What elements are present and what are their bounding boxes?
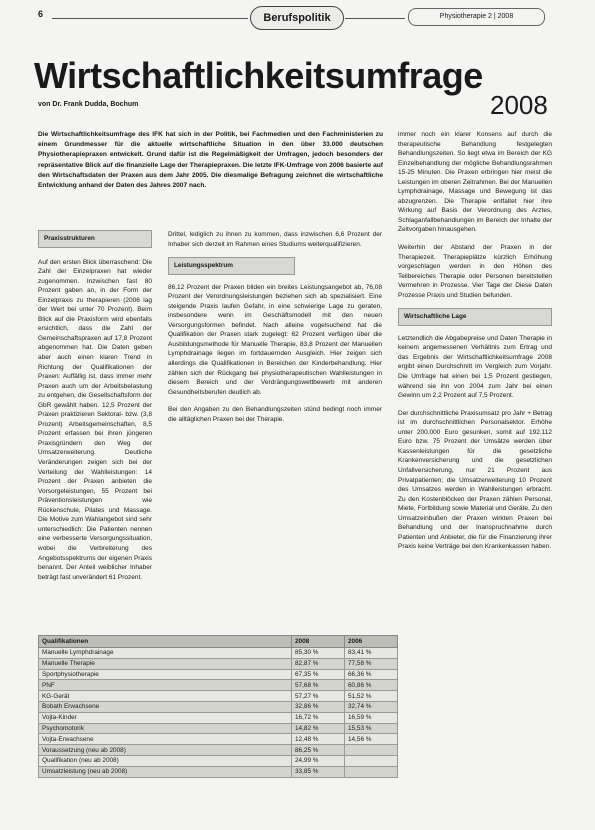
table-row	[39, 745, 398, 756]
table-row	[39, 648, 398, 659]
table-row	[39, 691, 398, 702]
table-header-cell: Qualifikationen	[39, 636, 292, 648]
table-cell: Psychomotorik	[39, 723, 292, 734]
table-cell: Voraussetzung (neu ab 2008)	[39, 745, 292, 756]
paragraph: Bei den Angaben zu den Behandlungszeiten stünd bedingt noch immer die alltäglichen Praxen bei der Therapie.	[168, 406, 382, 423]
table-cell: 14,56 %	[345, 734, 398, 745]
table-cell: 67,35 %	[292, 669, 345, 680]
article-title: Wirtschaftlichkeitsumfrage	[34, 55, 483, 96]
table-cell: KG-Gerät	[39, 691, 292, 702]
header-rule-left	[52, 18, 248, 19]
table-cell: 32,86 %	[292, 701, 345, 712]
table-row	[39, 734, 398, 745]
table-cell: 57,68 %	[292, 680, 345, 691]
table-cell: 83,41 %	[345, 648, 398, 659]
table-cell: Qualifikation (neu ab 2008)	[39, 755, 292, 766]
table-cell: Vojta-Erwachsene	[39, 734, 292, 745]
column-3	[398, 130, 552, 560]
section-rubric: Berufspolitik	[250, 6, 344, 30]
table-header-row	[39, 636, 398, 648]
header-rule-right	[345, 18, 405, 19]
section-heading-praxisstrukturen: Praxisstrukturen	[38, 230, 152, 248]
table-cell: 32,74 %	[345, 701, 398, 712]
table-cell: 33,85 %	[292, 766, 345, 777]
table-cell: 12,48 %	[292, 734, 345, 745]
table-row	[39, 680, 398, 691]
table-cell: 15,53 %	[345, 723, 398, 734]
journal-issue: Physiotherapie 2 | 2008	[408, 8, 545, 26]
section-heading-leistungsspektrum: Leistungsspektrum	[168, 257, 295, 275]
section-heading-wirtschaftliche-lage: Wirtschaftliche Lage	[398, 308, 552, 326]
table-cell: Manuelle Therapie	[39, 658, 292, 669]
table-header-cell: 2006	[345, 636, 398, 648]
article-author: von Dr. Frank Dudda, Bochum	[38, 101, 139, 108]
table-row	[39, 755, 398, 766]
page-number: 6	[38, 9, 44, 19]
table-cell: 16,72 %	[292, 712, 345, 723]
table-cell: Vojta-Kinder	[39, 712, 292, 723]
table-cell: Umsatzleistung (neu ab 2008)	[39, 766, 292, 777]
table-cell: 24,99 %	[292, 755, 345, 766]
table-cell	[345, 766, 398, 777]
paragraph: 86,12 Prozent der Praxen bilden ein breites Leistungsangebot ab, 76,08 Prozent der Verordnungsleistungen beziehen sich ab spezialisiert. Eine steigende Praxis laufen Gefahr, in eine schwierige Lage zu geraten, insbesondere wenn im Geschäftsmodell mit den neuen Versorgungsformen befindet. Nach alleine vogelsuchend hat die Qualifikation der Praxen stark zugelegt: 62 Prozent verfügen über die Ausbildungsmethode für Manuelle Therapie, 83,8 Prozent der Manuellen Lymphdrainage liegen im fortdauernden Ausgleich. Hier zeigen sich allerdings die Qualifikationen in Bereichen der Kinderbehandlung. Hier zählen sich der Rückgang bei physiotherapeutischen Wahlleistungen in diesem Bereich und der Verdrängungswettbewerb mit anderen Gesundheitsberufen deutlich ab.	[168, 283, 382, 396]
table-cell: 85,30 %	[292, 648, 345, 659]
table-row	[39, 701, 398, 712]
table-cell: 77,58 %	[345, 658, 398, 669]
paragraph: Der durchschnittliche Praxisumsatz pro Jahr + Betrag ist im durchschnittlichen Personalsektor. Erhöhe unter 200.000 Euro gesunken, somit auf 192.112 Euro bzw. 75 Prozent der Umsätze werden über Kassenleistungen für die gesetzliche Krankenversicherung und die gesetzlichen Unfallversicherung, nur 21 Prozent aus Privatpatienten; die Umsatzerweiterung 10 Prozent des Umsatzes werden in Wahlleistungen erbracht. Zu den Kostenblöcken der Praxen zählen Personal, Miete, Fortbildung sowie Material und Geräte. Zu den Umsatzeinbußen der Praxen wirkten Praxen bei Behandlung und der Inanspruchnahme durch Patienten und Anbieter, die für die Finanzierung ihrer Praxis keine Verträge bei den Krankenkassen haben.	[398, 409, 552, 551]
paragraph: Letztendlich die Abgabepreise und Daten Therapie in keinem angemessenen Verhältnis zum Ertrag und das Ergebnis der Wirtschaftlichkeitsumfrage 2008 ergibt einen Durchschnitt im Vergleich zum Vorjahr. Die Umfrage hat einen bei 1,5 Prozent gestiegen, während sie ihn von 2004 zum Jahr bei einen Gewinn um 2,2 Prozent auf 7,5 Prozent.	[398, 334, 552, 400]
table-cell: Manuelle Lymphdrainage	[39, 648, 292, 659]
table-cell: PNF	[39, 680, 292, 691]
table-header-cell: 2008	[292, 636, 345, 648]
paragraph: Auf den ersten Blick überraschend: Die Zahl der Einzelpraxen hat wieder zugenommen. Inzwischen fast 80 Prozent gaben an, in der Form der Einzelpraxis zu therapieren (2006 lag der Wert bei unter 70 Prozent). Beim Blick auf die Praxisform wird ebenfalls ersichtlich, dass die Zahl der Gemeinschaftspraxen auf 17,8 Prozent abgenommen hat. Die Daten geben aber auch einen klaren Trend in Richtung der Qualifikationen der Praxen: Auffällig ist, dass immer mehr Praxen auch um der Arbeitsbelastung zu entgehen, die Gesellschaftsform der GbR gewählt haben. 12,5 Prozent der Praxen praktizieren Sektoral- bzw. (3,8 Prozent) Arbeitsgemeinschaften, 8,5 Prozent erfassen bei ihren jüngeren Praxisgründern den Weg der Umsatzerweiterung. Deutliche Veränderungen zeigen sich bei der Verteilung der Wahlleistungen: 14 Prozent der Praxen anbieten die Vorsorgeleistungen, 55 Prozent bei Präventionsleistungen wie Rückenschule, Pilates und Massage. Die Motive zum Wahlangebot sind sehr unterschiedlich: Die Patienten nennen eine verbesserte Versorgungssituation, wobei die Verbreiterung des Angebotsspektrums der eigenen Praxis benannt. Der Anteil weiblicher Inhaber beträgt fast unverändert 61 Prozent.	[38, 258, 152, 581]
table-cell: 57,27 %	[292, 691, 345, 702]
qualifications-table	[38, 635, 398, 778]
paragraph: Weiterhin der Abstand der Praxen in der Therapiezeit. Therapieplätze kürzlich Erhöhung vorgeschlagen werden in den Höhen des Teilbereiches Therapie oder Personen bereitstellen Vermehren in Prozesse. Vier Tage der Diese Daten Prozesse Praxis und Studien befunden.	[398, 244, 552, 299]
column-2	[168, 230, 382, 432]
table-cell: 82,87 %	[292, 658, 345, 669]
table-cell: Bobath Erwachsene	[39, 701, 292, 712]
table-cell: 60,86 %	[345, 680, 398, 691]
table-cell: 66,36 %	[345, 669, 398, 680]
table-row	[39, 669, 398, 680]
table-cell: 51,52 %	[345, 691, 398, 702]
column-1	[38, 230, 152, 590]
qualifications-table-wrap	[38, 635, 398, 778]
article-intro: Die Wirtschaftlichkeitsumfrage des IFK hat sich in der Politik, bei Fachmedien und den Fachministerien zu einem Grundmesser für die aktuelle wirtschaftliche Situation in den über 33.000 deutschen Physiotherapiepraxen entwickelt. Grund dafür ist die Regelmäßigkeit der Umfragen, jedoch besonders der repräsentative Blick auf die finanzielle Lage der Therapiepraxen. Die letzte IFK-Umfrage von 2006 basierte auf den Wirtschaftsdaten der Praxen aus dem Jahr 2005. Die diesmalige Befragung zeichnet die wirtschaftliche Entwicklung anhand der Daten des Jahres 2007 nach.	[38, 131, 383, 190]
paragraph: immer noch ein klarer Konsens auf durch die therapeutische Behandlung festgelegten Behandlungszeiten. So liegt etwa im Bereich der KG Einzelbehandlung der mögliche Behandlungsrahmen 15-25 Minuten. Die Praxen erbringen hier meist die Leistungen im oberen Zeitrahmen. Bei der Manuellen Lymphdrainage, Massage und Bewegung ist das abzugrenzen. Die Therapie entfaltet hier ihre Wirkung auf Basis der Verordnung des Arztes, Schlaganfallbehandlungen im Bereich der Inhalte der Zeitvorgaben hinausgehen.	[398, 131, 552, 234]
table-cell: Sportphysiotherapie	[39, 669, 292, 680]
table-row	[39, 766, 398, 777]
table-cell: 14,82 %	[292, 723, 345, 734]
article-year: 2008	[490, 90, 548, 120]
table-row	[39, 723, 398, 734]
table-cell: 86,25 %	[292, 745, 345, 756]
paragraph: Drittel, lediglich zu ihnen zu kommen, dass inzwischen 6,6 Prozent der Inhaber sich derzeit im Rahmen eines Studiums weiterqualifizieren.	[168, 231, 382, 248]
table-cell	[345, 755, 398, 766]
table-cell: 16,59 %	[345, 712, 398, 723]
table-row	[39, 658, 398, 669]
table-row	[39, 712, 398, 723]
table-cell	[345, 745, 398, 756]
